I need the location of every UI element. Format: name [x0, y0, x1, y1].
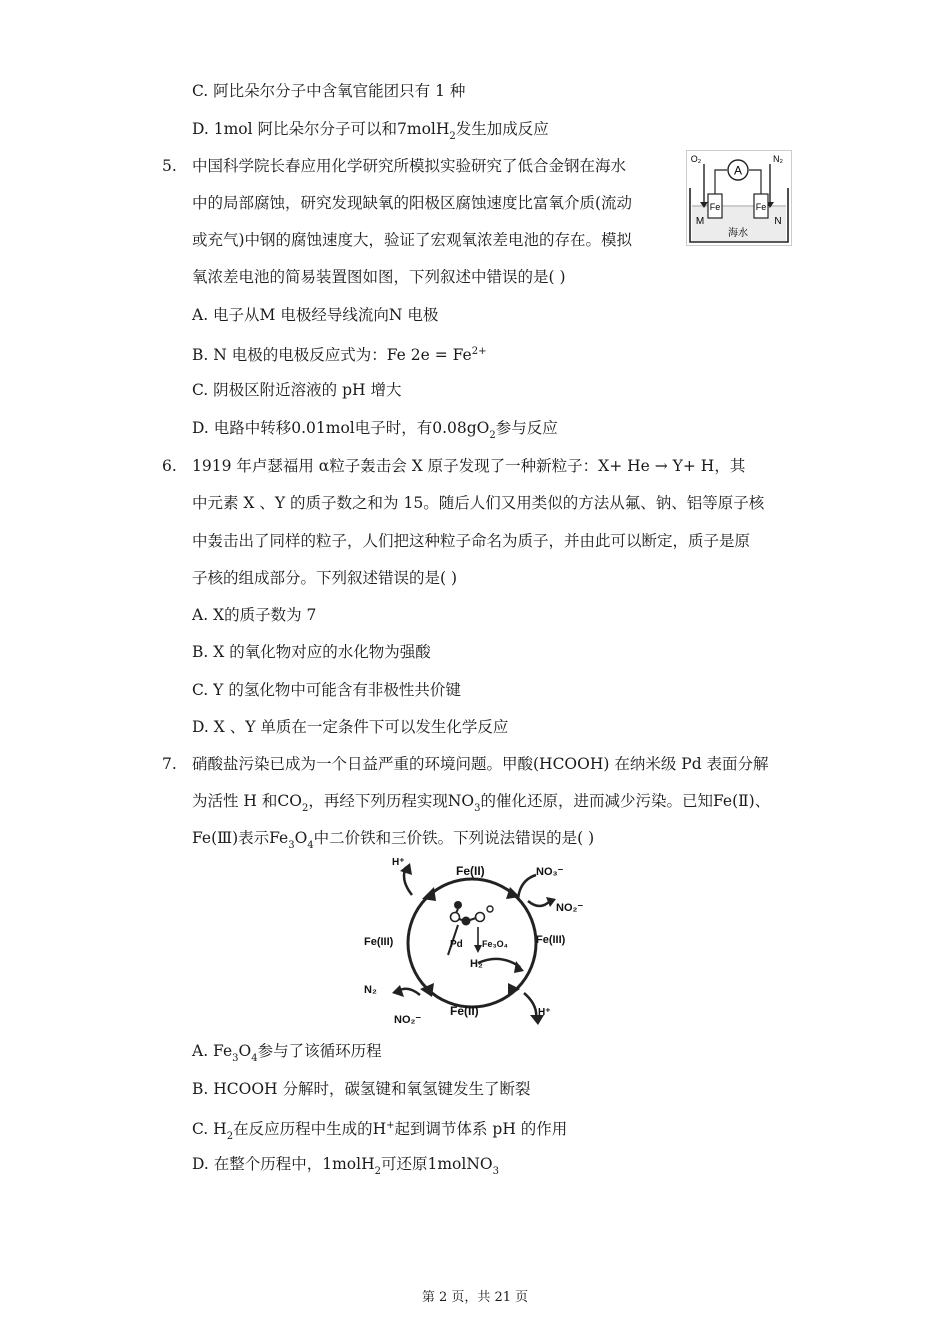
no2-bottom-label: NO₂⁻	[394, 1014, 422, 1026]
q6-stem-line-1: 1919 年卢瑟福用 α粒子轰击会 X 原子发现了一种新粒子：X+ He → Y+ H，其	[192, 457, 746, 475]
q5-stem-line-3: 或充气)中钢的腐蚀速度大，验证了宏观氧浓差电池的存在。模拟	[192, 231, 633, 249]
n2-label: N₂	[773, 154, 783, 164]
q6-stem-line-3: 中轰击出了同样的粒子，人们把这种粒子命名为质子，并由此可以断定，质子是原	[192, 532, 751, 550]
o2-label: O₂	[690, 154, 702, 164]
nuclear-equation: X+ He → Y+ H	[598, 457, 715, 475]
q7-stem-line-3: Fe(Ⅲ)表示$Fe_3O_4$中二价铁和三价铁。下列说法错误的是( )	[192, 829, 595, 851]
q5-number: 5.	[162, 157, 177, 175]
cycle-diagram	[360, 855, 590, 1032]
q5-stem-line-2: 中的局部腐蚀，研究发现缺氧的阳极区腐蚀速度比富氧介质(流动	[192, 194, 633, 212]
fe3o4-label: Fe₃O₄	[482, 939, 508, 949]
q6-number: 6.	[162, 457, 177, 475]
fe2-bottom-label: Fe(II)	[450, 1004, 479, 1018]
q7-stem-line-2: 为活性 H 和$CO_2$，再经下列历程实现$NO_3$的催化还原，进而减少污染。已知Fe(Ⅱ)、	[192, 792, 771, 814]
h-plus-right-label: H⁺	[538, 1007, 551, 1018]
pd-label: Pd	[450, 939, 463, 950]
q4-option-c: C. 阿比朵尔分子中含氧官能团只有 1 种	[192, 82, 466, 100]
q6-option-d: D. X 、Y 单质在一定条件下可以发生化学反应	[192, 718, 509, 736]
electrode-n-label: N	[774, 216, 782, 227]
fe2-top-label: Fe(II)	[456, 864, 485, 878]
cell-diagram	[686, 150, 792, 246]
q7-number: 7.	[162, 755, 177, 773]
fe-right-label: Fe	[755, 202, 767, 212]
q5-option-b: B. N 电极的电极反应式为：Fe $2e = Fe^{2+}$	[192, 346, 487, 364]
q5-option-c: C. 阴极区附近溶液的 pH 增大	[192, 381, 402, 399]
q7-option-a: A. $Fe_3O_4$参与了该循环历程	[192, 1042, 382, 1064]
q6-option-b: B. X 的氧化物对应的水化物为强酸	[192, 643, 431, 661]
q5-stem-line-1: 中国科学院长春应用化学研究所模拟实验研究了低合金钢在海水	[192, 157, 627, 175]
seawater-label: 海水	[728, 228, 748, 239]
q5-stem-line-4: 氧浓差电池的简易装置图如图，下列叙述中错误的是( )	[192, 268, 566, 286]
ammeter-label: A	[733, 163, 743, 178]
no3-label: NO₃⁻	[536, 866, 564, 878]
no2-label: NO₂⁻	[556, 902, 584, 914]
fe-left-label: Fe	[709, 202, 721, 212]
q5-electrochemical-cell-figure	[686, 150, 792, 246]
q6-stem-line-4: 子核的组成部分。下列叙述错误的是( )	[192, 569, 458, 587]
h2-label: H₂	[470, 958, 483, 970]
q5-option-a: A. 电子从M 电极经导线流向N 电极	[192, 306, 439, 324]
q7-option-b: B. HCOOH 分解时，碳氢键和氧氢键发生了断裂	[192, 1080, 531, 1098]
fe3-right-label: Fe(III)	[536, 934, 566, 946]
fe3-left-label: Fe(III)	[364, 936, 394, 948]
page-footer: 第 2 页，共 21 页	[421, 1290, 529, 1305]
q5-option-d: D. 电路中转移0.01mol电子时，有$0.08gO_2$参与反应	[192, 419, 558, 441]
q7-option-d: D. 在整个历程中，1molH$_2$可还原1molNO$_3$	[192, 1155, 499, 1177]
q6-stem-line-2: 中元素 X 、Y 的质子数之和为 15。随后人们又用类似的方法从氟、钠、铝等原子核	[192, 494, 765, 512]
q6-option-a: A. X的质子数为 7	[192, 606, 317, 624]
q7-option-c: C. $H_2$在反应历程中生成的H+起到调节体系 pH 的作用	[192, 1120, 568, 1142]
h-plus-top-label: H⁺	[392, 857, 405, 868]
q4-option-d: D. 1mol 阿比朵尔分子可以和7molH$_2$发生加成反应	[192, 120, 549, 142]
q7-stem-line-1: 硝酸盐污染已成为一个日益严重的环境问题。甲酸(HCOOH) 在纳米级 Pd 表面分解	[192, 755, 769, 773]
q7-catalytic-cycle-figure	[360, 855, 590, 1032]
q6-option-c: C. Y 的氢化物中可能含有非极性共价键	[192, 681, 461, 699]
electrode-m-label: M	[695, 216, 705, 227]
n2-cycle-label: N₂	[364, 984, 377, 996]
